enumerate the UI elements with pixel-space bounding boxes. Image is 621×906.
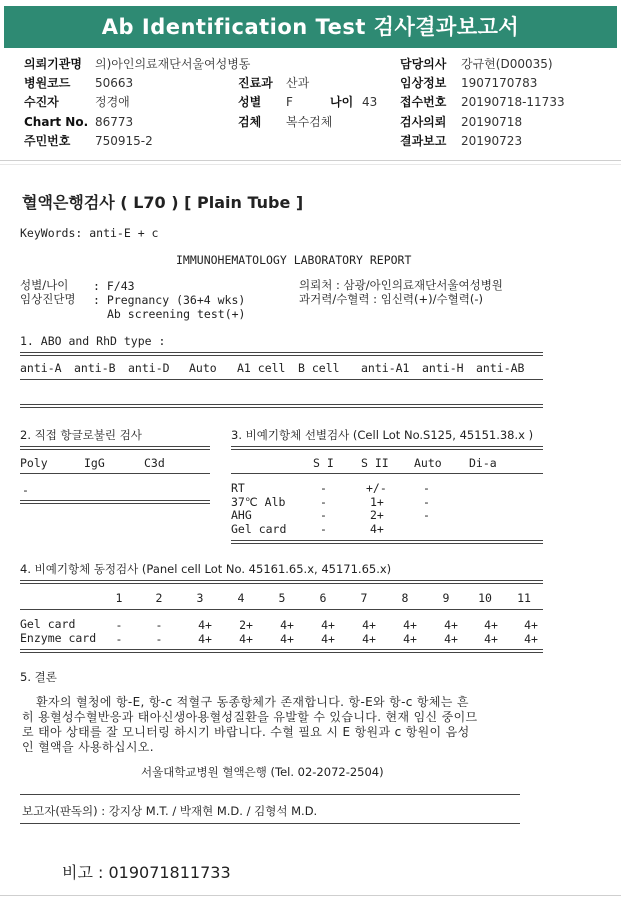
- panel-value: 4+: [524, 618, 538, 632]
- panel-value: 4+: [362, 632, 376, 646]
- institution-label: 의뢰기관명: [24, 57, 82, 71]
- lab-report-title: IMMUNOHEMATOLOGY LABORATORY REPORT: [176, 253, 412, 267]
- report-label: 결과보고: [400, 134, 447, 148]
- dat-header: Poly: [20, 456, 48, 470]
- test-request-label: 검사의뢰: [400, 115, 447, 129]
- receipt-label: 접수번호: [400, 95, 447, 109]
- reporter: 보고자(판독의) : 강지상 M.T. / 박재현 M.D. / 김형석 M.D.: [22, 804, 318, 818]
- panel-value: 4+: [198, 618, 212, 632]
- screen-s2: 4+: [370, 522, 384, 536]
- screen-phase: AHG: [231, 508, 252, 522]
- screen-header: Di-a: [469, 456, 497, 470]
- panel-value: 4+: [484, 618, 498, 632]
- panel-rule-bottom: [20, 649, 543, 653]
- panel-value: 4+: [321, 618, 335, 632]
- sex-age-value: : F/43: [93, 279, 135, 293]
- diagnosis-label: 임상진단명: [20, 292, 76, 306]
- sex-age-label: 성별/나이: [20, 278, 69, 292]
- panel-row-label: Enzyme card: [20, 631, 97, 645]
- screen-header: Auto: [414, 456, 442, 470]
- panel-cell-header: 7: [360, 591, 368, 605]
- conclusion-line: 인 혈액을 사용하십시오.: [22, 740, 154, 754]
- reporter-rule-bottom: [20, 823, 520, 824]
- screen-s2: 1+: [370, 495, 384, 509]
- panel-title: 4. 비예기항체 동정검사 (Panel cell Lot No. 45161.65.x, 45171.65.x): [20, 562, 392, 576]
- dat-header: C3d: [144, 456, 165, 470]
- panel-value: 2+: [239, 618, 253, 632]
- dat-value: -: [22, 483, 29, 497]
- panel-value: 4+: [444, 618, 458, 632]
- reporter-rule-top: [20, 794, 520, 795]
- sex-label: 성별: [238, 95, 262, 109]
- screen-s1: -: [320, 508, 327, 522]
- panel-row-label: Gel card: [20, 617, 76, 631]
- requester: 의뢰처 : 삼광/아인의료재단서울여성병원: [299, 278, 503, 292]
- rrn-label: 주민번호: [24, 134, 71, 148]
- screen-auto: -: [423, 481, 430, 495]
- history: 과거력/수혈력 : 임신력(+)/수혈력(-): [299, 292, 483, 306]
- blood-bank: 서울대학교병원 혈액은행 (Tel. 02-2072-2504): [141, 765, 384, 779]
- panel-cell-header: 10: [478, 591, 492, 605]
- doctor-label: 담당의사: [400, 57, 447, 71]
- panel-value: 4+: [198, 632, 212, 646]
- panel-rule-top: [20, 580, 543, 584]
- chart-value: 86773: [95, 115, 134, 129]
- panel-cell-header: 3: [196, 591, 204, 605]
- screen-s1: -: [320, 495, 327, 509]
- dept-label: 진료과: [238, 76, 273, 90]
- panel-value: 4+: [280, 632, 294, 646]
- panel-value: 4+: [280, 618, 294, 632]
- specimen-label: 검체: [238, 115, 262, 129]
- conclusion-line: 히 용혈성수혈반응과 태아신생아용혈성질환을 유발할 수 있습니다. 현재 임신 중이므: [22, 710, 478, 724]
- screen-s1: -: [320, 522, 327, 536]
- receipt-value: 20190718-11733: [461, 95, 565, 109]
- abo-header: anti-A: [20, 361, 62, 375]
- panel-value: 4+: [524, 632, 538, 646]
- abo-rule-top: [20, 352, 543, 356]
- screen-phase: RT: [231, 481, 245, 495]
- hospital-code-label: 병원코드: [24, 76, 71, 90]
- diagnosis-value-2: Ab screening test(+): [107, 307, 246, 321]
- info-divider-2: [0, 164, 621, 165]
- panel-value: -: [155, 632, 163, 646]
- remark: 비고 : 019071811733: [62, 863, 231, 882]
- doctor-value: 강규현(D00035): [461, 57, 553, 71]
- abo-header: B cell: [298, 361, 340, 375]
- conclusion-line: 로 태아 상태를 잘 모니터링 하시기 바랍니다. 수혈 필요 시 E 항원과 c 항원이 음성: [22, 725, 470, 739]
- collector-label: 수진자: [24, 95, 59, 109]
- specimen-value: 복수검체: [286, 115, 333, 129]
- abo-header: Auto: [189, 361, 217, 375]
- panel-value: 4+: [403, 618, 417, 632]
- collector-value: 정경애: [95, 95, 130, 109]
- panel-value: 4+: [484, 632, 498, 646]
- institution-value: 의)아인의료재단서울여성병동: [95, 57, 251, 71]
- screen-auto: -: [423, 495, 430, 509]
- screen-phase: Gel card: [231, 522, 287, 536]
- conclusion-line: 환자의 혈청에 항-E, 항-c 적혈구 동종항체가 존재합니다. 항-E와 항-c 항체는 흔: [36, 695, 469, 709]
- dat-rule-mid: [20, 473, 210, 474]
- panel-rule-mid: [20, 609, 543, 610]
- screen-s2: +/-: [366, 481, 387, 495]
- panel-cell-header: 11: [517, 591, 531, 605]
- rrn-value: 750915-2: [95, 134, 153, 148]
- abo-header: anti-A1: [361, 361, 410, 375]
- conclusion-title: 5. 결론: [20, 670, 57, 684]
- abo-rule-mid: [20, 379, 543, 380]
- clinical-label: 임상정보: [400, 76, 447, 90]
- screen-s2: 2+: [370, 508, 384, 522]
- dat-header: IgG: [84, 456, 105, 470]
- hospital-code-value: 50663: [95, 76, 134, 90]
- panel-value: 4+: [321, 632, 335, 646]
- dat-title: 2. 직접 항글로불린 검사: [20, 428, 142, 442]
- sex-value: F: [286, 95, 293, 109]
- test-request-value: 20190718: [461, 115, 523, 129]
- panel-value: 4+: [239, 632, 253, 646]
- panel-value: 4+: [444, 632, 458, 646]
- panel-cell-header: 4: [237, 591, 245, 605]
- screen-rule-top: [231, 446, 543, 450]
- abo-rule-bottom: [20, 404, 543, 408]
- dept-value: 산과: [286, 76, 310, 90]
- abo-header: anti-B: [74, 361, 116, 375]
- abo-header: anti-AB: [476, 361, 525, 375]
- abo-header: anti-D: [128, 361, 170, 375]
- diagnosis-value-1: : Pregnancy (36+4 wks): [93, 293, 246, 307]
- screen-header: S II: [361, 456, 389, 470]
- screen-rule-bottom: [231, 540, 543, 544]
- abo-title: 1. ABO and RhD type :: [20, 334, 166, 348]
- info-divider: [0, 160, 621, 161]
- footer-divider: [0, 895, 621, 896]
- panel-cell-header: 9: [442, 591, 450, 605]
- panel-cell-header: 5: [278, 591, 286, 605]
- report-title: Ab Identification Test 검사결과보고서: [4, 6, 617, 48]
- panel-value: 4+: [403, 632, 417, 646]
- panel-value: -: [115, 632, 123, 646]
- abo-header: anti-H: [422, 361, 464, 375]
- dat-rule-top: [20, 446, 210, 450]
- screen-rule-mid: [231, 473, 543, 474]
- screen-auto: -: [423, 508, 430, 522]
- panel-cell-header: 1: [115, 591, 123, 605]
- chart-label: Chart No.: [24, 115, 89, 129]
- abo-header: A1 cell: [237, 361, 286, 375]
- panel-cell-header: 8: [401, 591, 409, 605]
- screen-s1: -: [320, 481, 327, 495]
- screen-header: S I: [313, 456, 334, 470]
- panel-value: -: [115, 618, 123, 632]
- report-value: 20190723: [461, 134, 523, 148]
- screen-title: 3. 비예기항체 선별검사 (Cell Lot No.S125, 45151.38.x ): [231, 428, 534, 442]
- age-value: 43: [362, 95, 378, 109]
- panel-value: -: [155, 618, 163, 632]
- section-title: 혈액은행검사 ( L70 ) [ Plain Tube ]: [22, 193, 304, 212]
- clinical-value: 1907170783: [461, 76, 538, 90]
- dat-rule-bottom: [20, 500, 210, 504]
- panel-cell-header: 2: [155, 591, 163, 605]
- age-label: 나이: [330, 95, 354, 109]
- keywords: KeyWords: anti-E + c: [20, 226, 159, 240]
- panel-cell-header: 6: [319, 591, 327, 605]
- panel-value: 4+: [362, 618, 376, 632]
- screen-phase: 37℃ Alb: [231, 495, 286, 509]
